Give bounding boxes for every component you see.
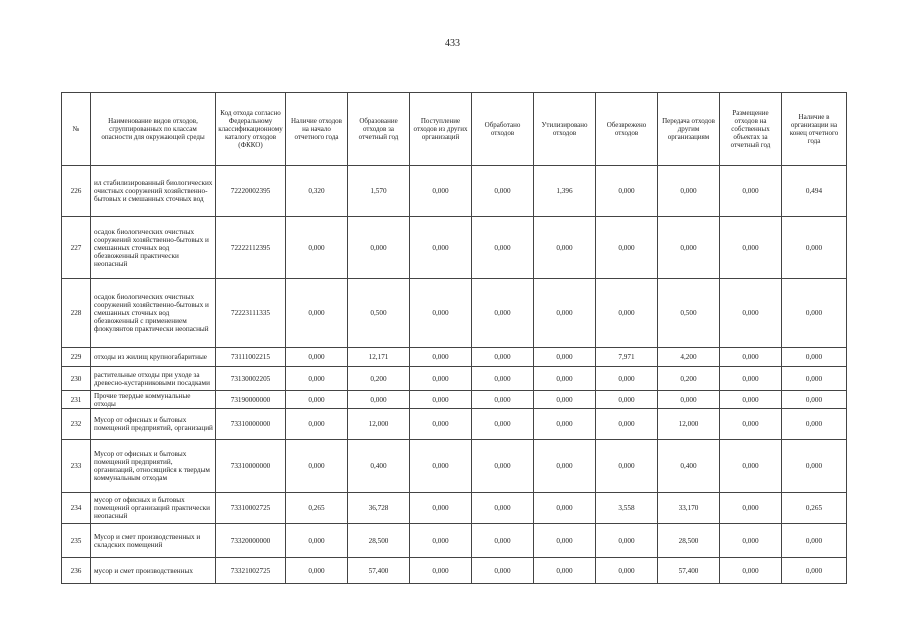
value-cell: 0,000 [596,166,658,217]
row-number: 235 [62,524,91,558]
column-header: Наименование видов отходов, сгруппированных по классам опасности для окружающей среды [91,93,216,166]
value-cell: 0,000 [596,279,658,348]
value-cell: 0,000 [596,440,658,493]
column-header: Наличие отходов на начало отчетного года [286,93,348,166]
value-cell: 0,000 [720,217,782,279]
value-cell: 0,000 [534,217,596,279]
value-cell: 0,265 [782,493,847,524]
table-row [62,524,847,558]
value-cell: 1,396 [534,166,596,217]
fkko-code: 72223111335 [216,279,286,348]
value-cell: 0,000 [472,391,534,409]
value-cell: 0,000 [472,524,534,558]
value-cell: 0,200 [348,367,410,391]
value-cell: 0,000 [658,166,720,217]
fkko-code: 73321002725 [216,558,286,584]
fkko-code: 73320000000 [216,524,286,558]
page-number: 433 [445,38,460,49]
value-cell: 0,000 [534,558,596,584]
waste-name: Мусор и смет производственных и складских помещений [91,524,216,558]
value-cell: 0,000 [410,279,472,348]
value-cell: 0,000 [720,348,782,367]
value-cell: 0,000 [596,391,658,409]
fkko-code: 73310000000 [216,409,286,440]
value-cell: 0,000 [782,558,847,584]
value-cell: 0,000 [472,493,534,524]
table-row [62,558,847,584]
value-cell: 0,000 [782,348,847,367]
fkko-code: 72222112395 [216,217,286,279]
value-cell: 36,728 [348,493,410,524]
value-cell: 0,000 [472,279,534,348]
row-number: 226 [62,166,91,217]
value-cell: 0,000 [472,558,534,584]
table-row [62,493,847,524]
value-cell: 0,000 [596,558,658,584]
value-cell: 1,570 [348,166,410,217]
table-row [62,279,847,348]
column-header: Наличие в организации на конец отчетного года [782,93,847,166]
table-row [62,391,847,409]
value-cell: 7,971 [596,348,658,367]
value-cell: 0,000 [534,367,596,391]
waste-name: осадок биологических очистных сооружений хозяйственно-бытовых и смешанных сточных вод обезвоженный практически неопасный [91,217,216,279]
column-header: Размещение отходов на собственных объектах за отчетный год [720,93,782,166]
value-cell: 0,494 [782,166,847,217]
fkko-code: 73310002725 [216,493,286,524]
value-cell: 0,000 [286,348,348,367]
value-cell: 0,000 [720,493,782,524]
row-number: 234 [62,493,91,524]
value-cell: 0,000 [472,440,534,493]
value-cell: 0,000 [596,217,658,279]
value-cell: 0,000 [410,440,472,493]
waste-name: мусор и смет производственных [91,558,216,584]
waste-name: отходы из жилищ крупногабаритные [91,348,216,367]
column-header: Обработано отходов [472,93,534,166]
column-header: Поступление отходов из других организаций [410,93,472,166]
value-cell: 0,000 [534,493,596,524]
value-cell: 0,000 [286,558,348,584]
column-header: Код отхода согласно Федеральному классификационному каталогу отходов (ФККО) [216,93,286,166]
value-cell: 0,000 [658,391,720,409]
value-cell: 0,000 [720,440,782,493]
value-cell: 33,170 [658,493,720,524]
value-cell: 0,000 [286,217,348,279]
value-cell: 0,000 [782,367,847,391]
value-cell: 0,000 [534,440,596,493]
value-cell: 0,000 [720,558,782,584]
value-cell: 0,200 [658,367,720,391]
value-cell: 0,000 [782,391,847,409]
value-cell: 0,000 [534,409,596,440]
waste-name: растительные отходы при уходе за древесно-кустарниковыми посадками [91,367,216,391]
value-cell: 0,000 [658,217,720,279]
value-cell: 0,000 [410,391,472,409]
table-row [62,166,847,217]
value-cell: 0,000 [472,367,534,391]
value-cell: 0,000 [720,391,782,409]
table-row [62,440,847,493]
table-row [62,217,847,279]
fkko-code: 73190000000 [216,391,286,409]
row-number: 227 [62,217,91,279]
value-cell: 0,000 [410,348,472,367]
fkko-code: 72220002395 [216,166,286,217]
fkko-code: 73310000000 [216,440,286,493]
row-number: 236 [62,558,91,584]
value-cell: 0,500 [658,279,720,348]
value-cell: 0,000 [596,524,658,558]
value-cell: 0,000 [286,391,348,409]
waste-name: Прочие твердые коммунальные отходы [91,391,216,409]
value-cell: 0,000 [782,279,847,348]
value-cell: 0,000 [472,348,534,367]
value-cell: 3,558 [596,493,658,524]
fkko-code: 73111002215 [216,348,286,367]
column-header: Образование отходов за отчетный год [348,93,410,166]
table-row [62,409,847,440]
value-cell: 0,000 [286,279,348,348]
waste-table [61,92,847,584]
waste-name: осадок биологических очистных сооружений хозяйственно-бытовых и смешанных сточных вод обезвоженный с применением флокулянтов практически неопасный [91,279,216,348]
value-cell: 0,000 [286,524,348,558]
value-cell: 57,400 [658,558,720,584]
value-cell: 0,400 [658,440,720,493]
value-cell: 0,000 [720,524,782,558]
value-cell: 0,000 [472,409,534,440]
value-cell: 0,000 [286,367,348,391]
value-cell: 0,000 [472,166,534,217]
column-header: № [62,93,91,166]
value-cell: 0,000 [720,409,782,440]
value-cell: 12,000 [658,409,720,440]
row-number: 232 [62,409,91,440]
waste-name: мусор от офисных и бытовых помещений организаций практически неопасный [91,493,216,524]
value-cell: 0,000 [596,409,658,440]
value-cell: 0,000 [410,558,472,584]
value-cell: 0,000 [410,524,472,558]
value-cell: 0,000 [410,409,472,440]
value-cell: 0,000 [534,348,596,367]
waste-name: Мусор от офисных и бытовых помещений предприятий, организаций [91,409,216,440]
value-cell: 12,171 [348,348,410,367]
value-cell: 0,000 [410,166,472,217]
value-cell: 0,000 [534,391,596,409]
table-row [62,348,847,367]
value-cell: 0,000 [348,391,410,409]
column-header: Обезврежено отходов [596,93,658,166]
value-cell: 0,265 [286,493,348,524]
waste-name: ил стабилизированный биологических очистных сооружений хозяйственно-бытовых и смешанных сточных вод [91,166,216,217]
value-cell: 0,000 [348,217,410,279]
value-cell: 0,500 [348,279,410,348]
value-cell: 0,000 [782,217,847,279]
waste-name: Мусор от офисных и бытовых помещений предприятий, организаций, относящийся к твердым коммунальным отходам [91,440,216,493]
value-cell: 0,000 [534,524,596,558]
column-header: Утилизировано отходов [534,93,596,166]
row-number: 233 [62,440,91,493]
value-cell: 28,500 [348,524,410,558]
value-cell: 0,000 [410,217,472,279]
value-cell: 4,200 [658,348,720,367]
value-cell: 0,000 [720,367,782,391]
value-cell: 0,000 [782,409,847,440]
value-cell: 0,000 [720,166,782,217]
row-number: 228 [62,279,91,348]
fkko-code: 73130002205 [216,367,286,391]
row-number: 229 [62,348,91,367]
row-number: 231 [62,391,91,409]
value-cell: 0,000 [286,440,348,493]
value-cell: 12,000 [348,409,410,440]
value-cell: 0,000 [782,524,847,558]
table-row [62,367,847,391]
value-cell: 28,500 [658,524,720,558]
column-header: Передача отходов другим организациям [658,93,720,166]
row-number: 230 [62,367,91,391]
value-cell: 0,400 [348,440,410,493]
value-cell: 0,000 [596,367,658,391]
table-header-row [62,93,847,166]
value-cell: 0,000 [782,440,847,493]
value-cell: 0,320 [286,166,348,217]
value-cell: 0,000 [410,367,472,391]
value-cell: 0,000 [720,279,782,348]
value-cell: 0,000 [286,409,348,440]
value-cell: 0,000 [534,279,596,348]
value-cell: 0,000 [472,217,534,279]
value-cell: 57,400 [348,558,410,584]
value-cell: 0,000 [410,493,472,524]
